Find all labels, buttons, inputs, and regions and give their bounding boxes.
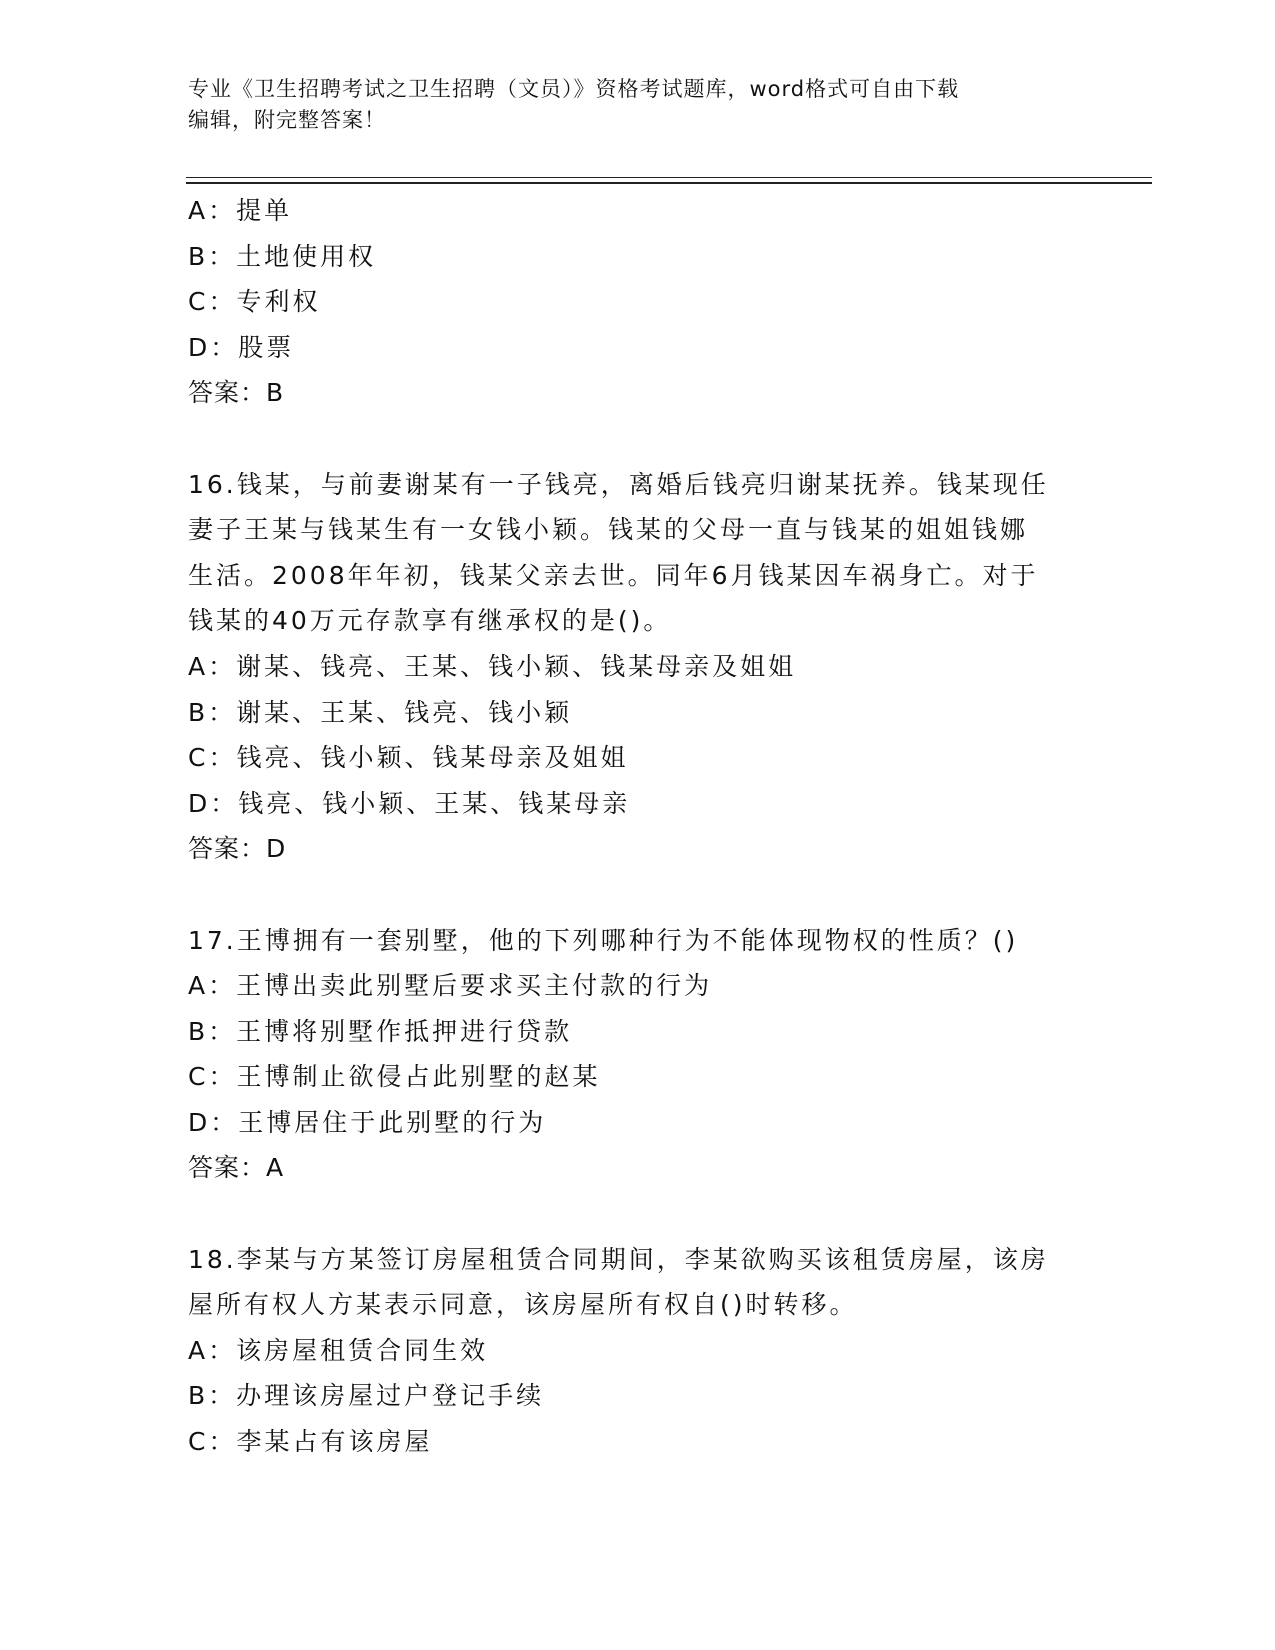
option-b: B：办理该房屋过户登记手续 [188, 1381, 545, 1411]
header-divider-thick [186, 182, 1152, 184]
option-d: D：钱亮、钱小颖、王某、钱某母亲 [188, 788, 631, 818]
option-b: B：谢某、王某、钱亮、钱小颖 [188, 697, 573, 727]
question-text-line: 17.王博拥有一套别墅，他的下列哪种行为不能体现物权的性质？() [188, 925, 1019, 955]
document-header [188, 74, 1068, 136]
spacer [188, 872, 1088, 918]
option-a: A：该房屋租赁合同生效 [188, 1335, 489, 1365]
option-d: D：股票 [188, 332, 295, 362]
option-b: B：土地使用权 [188, 241, 377, 271]
question-17 [188, 918, 1088, 1192]
option-c: C：专利权 [188, 287, 321, 317]
question-18 [188, 1237, 1088, 1465]
option-d: D：王博居住于此别墅的行为 [188, 1107, 547, 1137]
question-15 [188, 188, 1088, 416]
option-c: C：李某占有该房屋 [188, 1427, 433, 1457]
header-divider-thin [186, 177, 1152, 178]
question-16 [188, 462, 1088, 872]
option-c: C：王博制止欲侵占此别墅的赵某 [188, 1062, 601, 1092]
spacer [188, 1191, 1088, 1237]
header-line-1: 专业《卫生招聘考试之卫生招聘（文员）》资格考试题库，word格式可自由下载 [188, 77, 960, 101]
option-c: C：钱亮、钱小颖、钱某母亲及姐姐 [188, 743, 629, 773]
question-text-line: 生活。2008年年初，钱某父亲去世。同年6月钱某因车祸身亡。对于 [188, 560, 1039, 590]
spacer [188, 416, 1088, 462]
question-text-line: 屋所有权人方某表示同意，该房屋所有权自()时转移。 [188, 1290, 858, 1320]
option-a: A：谢某、钱亮、王某、钱小颖、钱某母亲及姐姐 [188, 651, 797, 681]
question-text-line: 妻子王某与钱某生有一女钱小颖。钱某的父母一直与钱某的姐姐钱娜 [188, 515, 1029, 545]
option-a: A：提单 [188, 196, 293, 225]
header-line-2: 编辑，附完整答案！ [188, 108, 386, 132]
answer: 答案：D [188, 834, 287, 864]
answer: 答案：B [188, 378, 285, 408]
question-list [188, 188, 1088, 1465]
answer: 答案：A [188, 1153, 285, 1183]
question-text-line: 16.钱某，与前妻谢某有一子钱亮，离婚后钱亮归谢某抚养。钱某现任 [188, 469, 1049, 499]
question-text-line: 18.李某与方某签订房屋租赁合同期间，李某欲购买该租赁房屋，该房 [188, 1244, 1049, 1274]
question-text-line: 钱某的40万元存款享有继承权的是()。 [188, 606, 672, 636]
option-b: B：王博将别墅作抵押进行贷款 [188, 1016, 573, 1046]
option-a: A：王博出卖此别墅后要求买主付款的行为 [188, 971, 713, 1001]
